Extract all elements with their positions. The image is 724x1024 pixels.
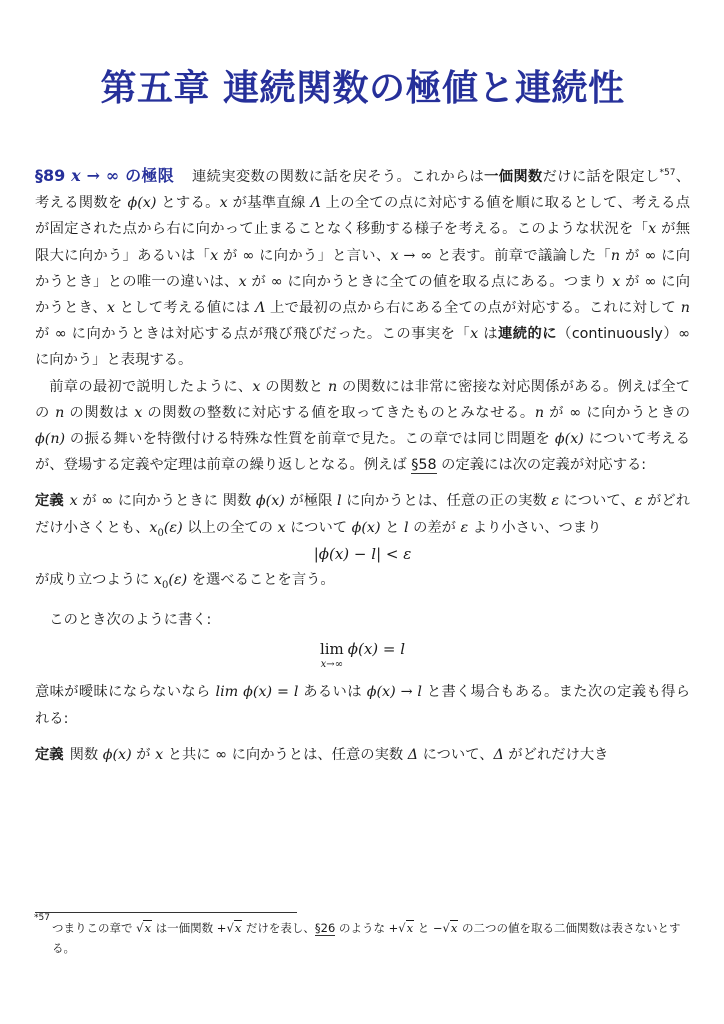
definition-1: 定義 x が ∞ に向かうときに 関数 ϕ(x) が極限 l に向かうとは、任意の正の実数 ε について、ε がどれだけ小さくとも、$x_0(\varepsilon)$ 以上の全ての x について ϕ(x) と l の差が ε より小さい、つまり [35, 493, 690, 539]
section-link-26[interactable]: §26 [314, 921, 336, 935]
sqrt-symbol: √x [226, 921, 242, 935]
display-equation-2: lim x→∞ ϕ(x) = l [319, 640, 406, 671]
section-heading: §89 x → ∞ の極限 [35, 166, 175, 185]
footnote-ref[interactable]: *57 [659, 168, 676, 179]
paragraph-2: 前章の最初で説明したように、x の関数と n の関数には非常に密接な対応関係がある。例えば全ての n の関数は x の関数の整数に対応する値を取ってきたものとみなせる。n が ∞ に向かうときの ϕ(n) の振る舞いを特徴付ける特殊な性質を前章で見た。この章では同じ問題を ϕ(x) について考えるが、登場する定義や定理は前章の繰り返しとなる。例えば §58 の定義には次の定義が対応する: [35, 378, 691, 474]
definition-label: 定義 [35, 746, 64, 763]
definition-1-continued: が成り立つように $x_0(\varepsilon)$ を選べることを言う。 [35, 572, 335, 591]
body-text [35, 163, 690, 768]
sqrt-symbol: √x [136, 921, 151, 935]
footnote-rule [35, 912, 297, 913]
paragraph-1: §89 x → ∞ の極限 連続実変数の関数に話を戻そう。これからは一価関数だけに話を限定し$^{*57}$、考える関数を ϕ(x) とする。x が基準直線 Λ 上の全ての点に対応する値を順に取るとして、考える点が固定された点から右に向かって止まることなく移動する様子を考える。このような状況を「x が無限大に向かう」あるいは「x が ∞ に向かう」と言い、x → ∞ と表す。前章で議論した「n が ∞ に向かうとき」との唯一の違いは、x が ∞ に向かうときに全ての値を取る点にある。つまり x が ∞ に向かうとき、x として考える値には Λ 上で最初の点から右にある全ての点が対応する。これに対して n が ∞ に向かうときは対応する点が飛び飛びだった。この事実を「x は連続的に（continuously）∞ に向かう」と表現する。 [35, 166, 691, 369]
sqrt-symbol: √x [442, 921, 458, 935]
definition-2: 定義 関数 ϕ(x) が x と共に ∞ に向かうとは、任意の実数 Δ について、Δ がどれだけ大き [35, 746, 609, 763]
definition-label: 定義 [35, 493, 64, 510]
limit-operator: lim x→∞ [319, 640, 344, 671]
chapter-title: 第五章 連続関数の極値と連続性 [100, 68, 625, 109]
section-link-58[interactable]: §58 [411, 457, 437, 474]
footnote: *57 つまりこの章で √x は一価関数 +√x だけを表し、§26 のような +√x と −√x の二つの値を取る二価関数は表さないとする。 [34, 913, 681, 955]
paragraph-4: 意味が曖昧にならないなら lim ϕ(x) = l あるいは ϕ(x) → l と書く場合もある。また次の定義も得られる: [35, 684, 691, 727]
display-equation-1: |ϕ(x) − l| < ε [313, 544, 412, 563]
sqrt-symbol: √x [398, 921, 414, 935]
page [35, 60, 690, 768]
paragraph-3: このとき次のように書く: [49, 612, 212, 629]
